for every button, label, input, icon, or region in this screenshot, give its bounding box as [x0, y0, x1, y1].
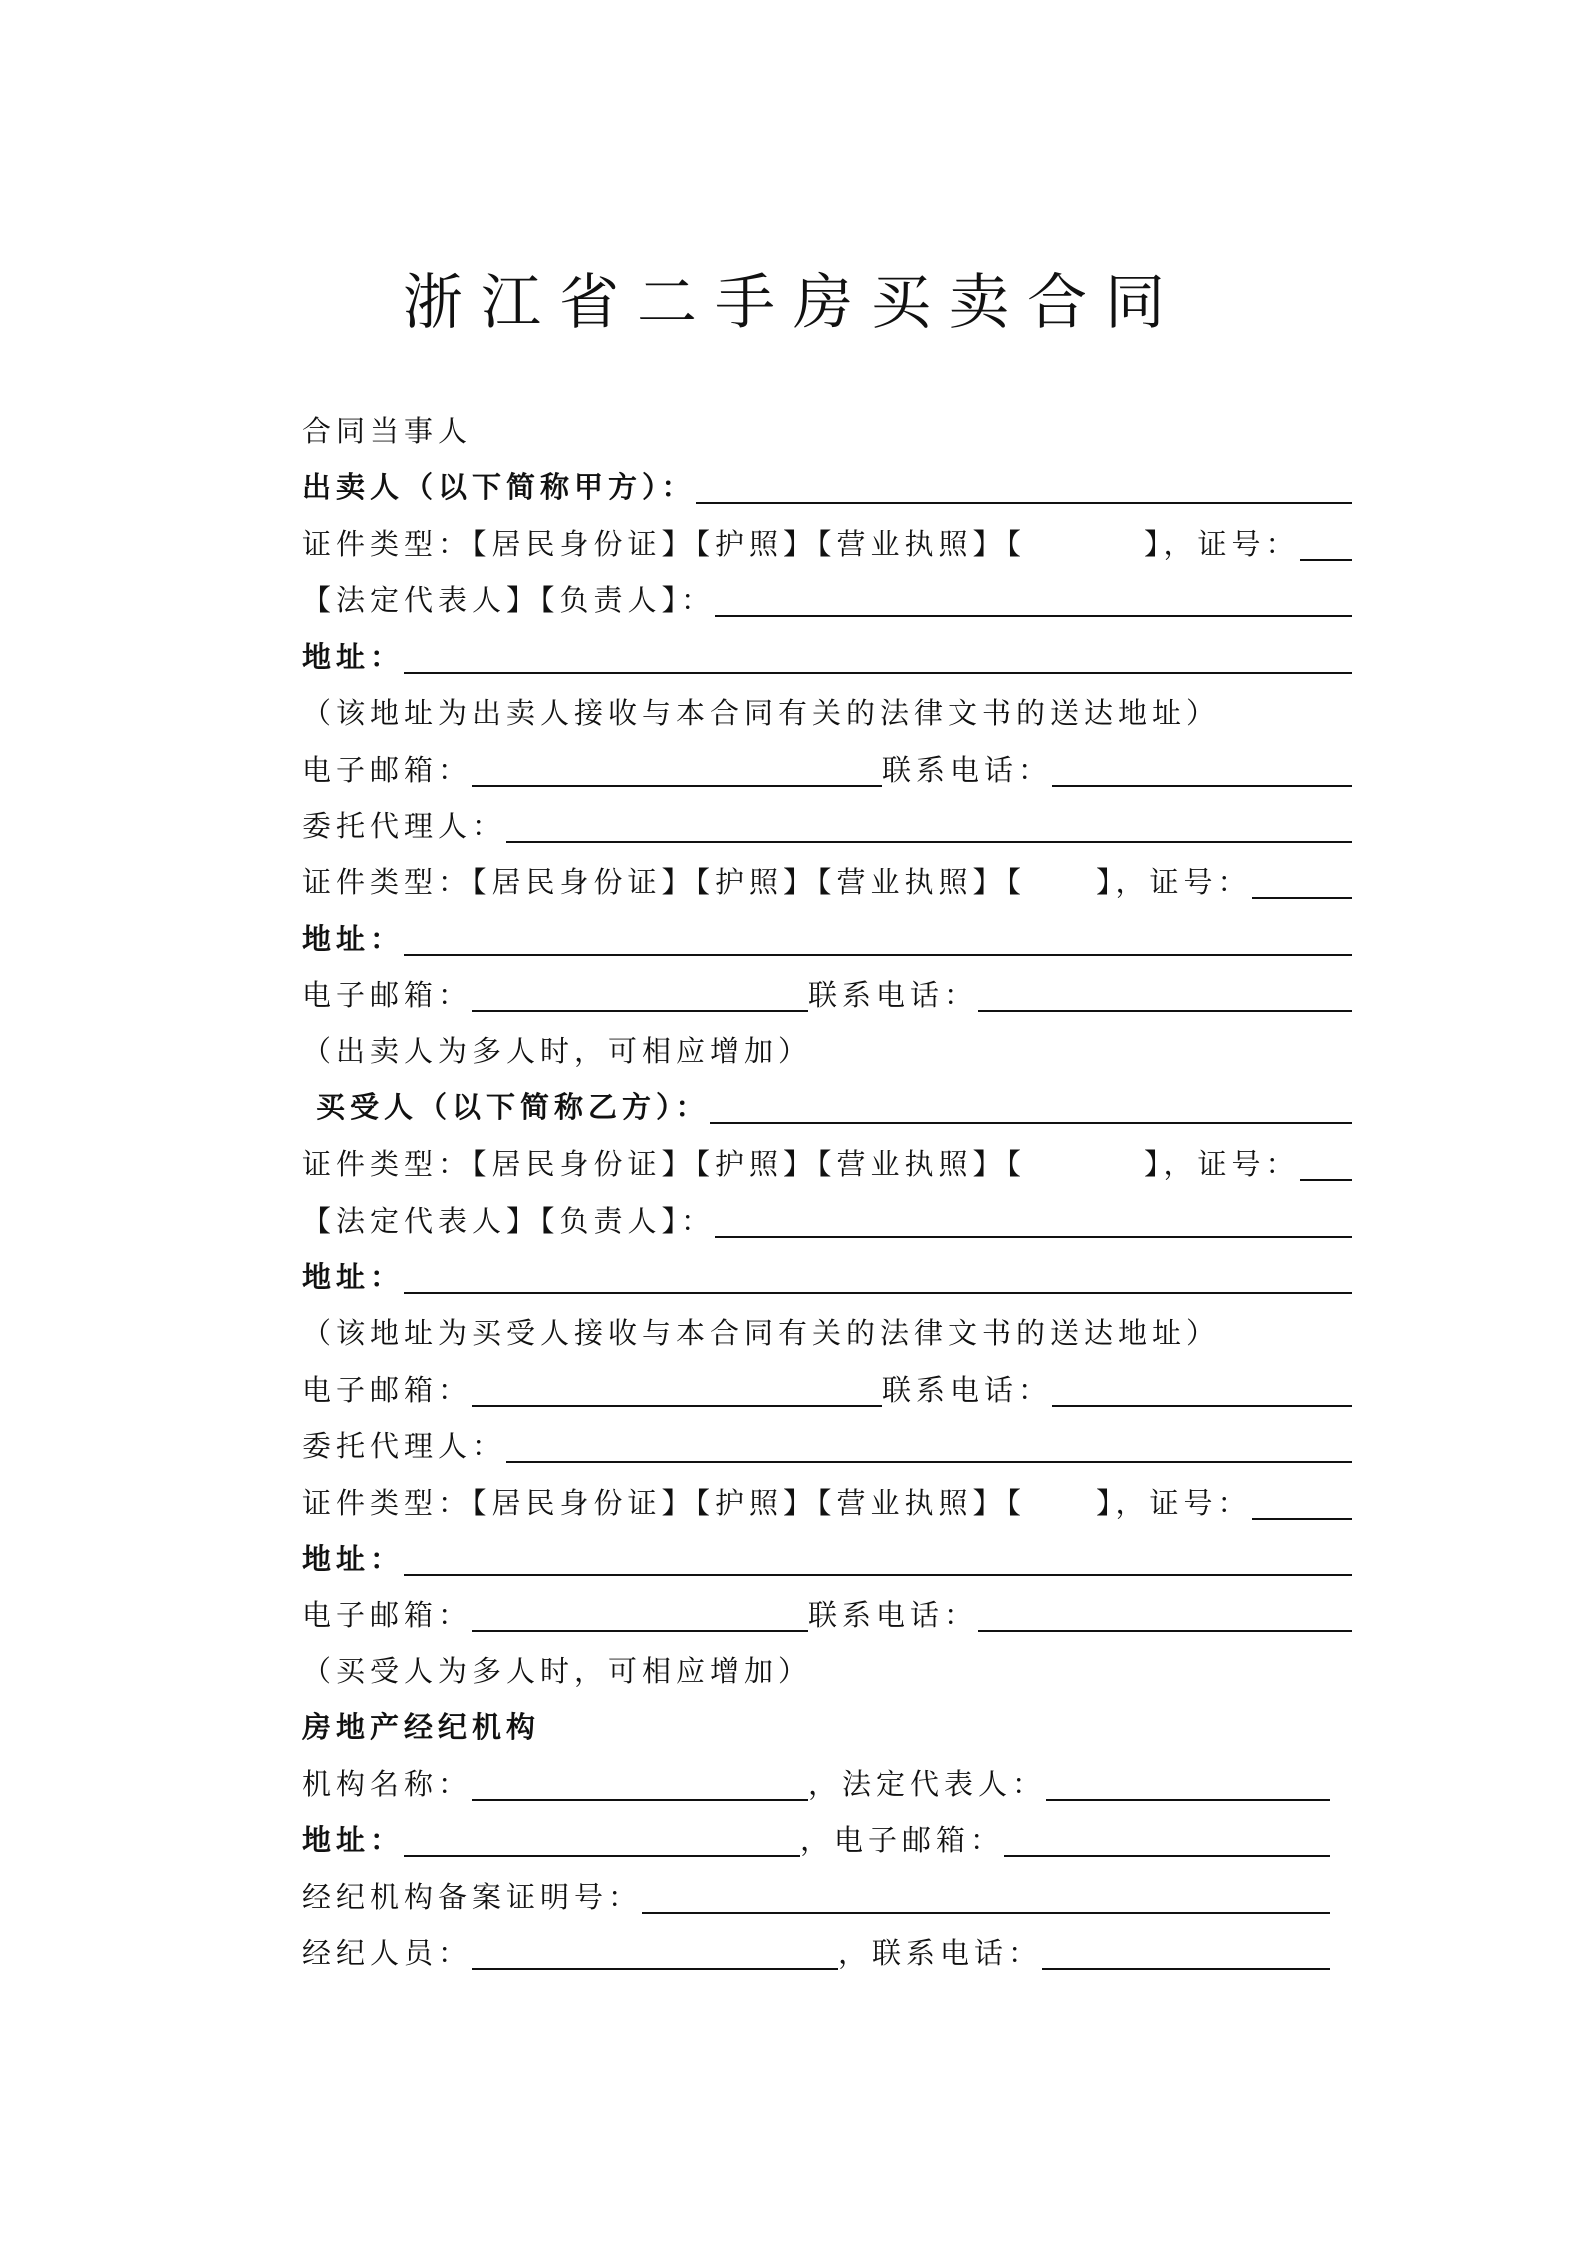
buyer-id-number-label: 】，证号：: [1144, 1147, 1300, 1181]
seller-address-label: 地址：: [302, 640, 405, 674]
buyer-agent-field[interactable]: [506, 1461, 1352, 1463]
seller-id-number-field[interactable]: [1300, 559, 1352, 561]
seller-agent-id-row: [302, 845, 1352, 901]
seller-label: 出卖人（以下简称甲方）：: [302, 470, 696, 504]
seller-rep-label: 【法定代表人】【负责人】：: [302, 583, 716, 617]
document-title: 浙江省二手房买卖合同: [403, 268, 1183, 338]
agency-filing-label: 经纪机构备案证明号：: [302, 1880, 643, 1914]
agency-address-field[interactable]: [404, 1855, 800, 1857]
seller-agent-address-field[interactable]: [404, 954, 1352, 956]
buyer-id-type-label: 证件类型：【居民身份证】【护照】【营业执照】【: [302, 1147, 1027, 1181]
seller-email-field[interactable]: [472, 785, 882, 787]
seller-agent-field[interactable]: [506, 841, 1352, 843]
buyer-agent-id-number-field[interactable]: [1252, 1518, 1352, 1520]
seller-address-note: （该地址为出卖人接收与本合同有关的法律文书的送达地址）: [302, 696, 1221, 730]
buyer-agent-label: 委托代理人：: [302, 1429, 507, 1463]
seller-id-type-label: 证件类型：【居民身份证】【护照】【营业执照】【: [302, 527, 1027, 561]
seller-agent-address-label: 地址：: [302, 922, 405, 956]
agency-legal-rep-field[interactable]: [1046, 1799, 1330, 1801]
seller-agent-id-number-label: 】，证号：: [1096, 865, 1252, 899]
seller-multi-note-row: [302, 1014, 1352, 1070]
seller-id-number-label: 】，证号：: [1144, 527, 1300, 561]
buyer-address-field[interactable]: [404, 1292, 1352, 1294]
seller-contact-row: [302, 733, 1352, 789]
seller-phone-label: 联系电话：: [882, 753, 1053, 787]
buyer-agent-email-label: 电子邮箱：: [302, 1598, 473, 1632]
agency-filing-row: [302, 1860, 1330, 1916]
agency-name-row: [302, 1747, 1330, 1803]
buyer-agent-address-label: 地址：: [302, 1542, 405, 1576]
agency-filing-field[interactable]: [642, 1912, 1330, 1914]
seller-multi-note: （出卖人为多人时，可相应增加）: [302, 1034, 813, 1068]
agency-name-label: 机构名称：: [302, 1767, 473, 1801]
buyer-multi-note-row: [302, 1634, 1352, 1690]
seller-email-label: 电子邮箱：: [302, 753, 473, 787]
agency-heading: 房地产经纪机构: [302, 1710, 541, 1744]
agency-phone-label: ，联系电话：: [838, 1936, 1043, 1970]
seller-agent-label: 委托代理人：: [302, 809, 507, 843]
buyer-agent-contact-row: [302, 1578, 1352, 1634]
buyer-email-field[interactable]: [472, 1405, 882, 1407]
buyer-row: [316, 1070, 1352, 1126]
buyer-agent-phone-field[interactable]: [978, 1630, 1352, 1632]
seller-address-note-row: [302, 676, 1352, 732]
buyer-phone-field[interactable]: [1052, 1405, 1352, 1407]
seller-agent-row: [302, 789, 1352, 845]
seller-address-field[interactable]: [404, 672, 1352, 674]
seller-rep-field[interactable]: [715, 615, 1352, 617]
seller-agent-address-row: [302, 902, 1352, 958]
agency-email-label: ，电子邮箱：: [800, 1823, 1005, 1857]
buyer-rep-field[interactable]: [715, 1236, 1352, 1238]
buyer-agent-address-field[interactable]: [404, 1574, 1352, 1576]
seller-agent-id-number-field[interactable]: [1252, 897, 1352, 899]
parties-heading: 合同当事人: [302, 414, 473, 448]
seller-agent-id-type-label: 证件类型：【居民身份证】【护照】【营业执照】【: [302, 865, 1027, 899]
agency-legal-rep-label: ，法定代表人：: [808, 1767, 1047, 1801]
buyer-address-row: [302, 1240, 1352, 1296]
buyer-phone-label: 联系电话：: [882, 1373, 1053, 1407]
buyer-contact-row: [302, 1353, 1352, 1409]
seller-rep-row: [302, 563, 1352, 619]
agency-phone-field[interactable]: [1042, 1968, 1330, 1970]
agency-broker-field[interactable]: [472, 1968, 838, 1970]
seller-agent-email-label: 电子邮箱：: [302, 978, 473, 1012]
seller-row: [302, 450, 1352, 506]
buyer-address-note: （该地址为买受人接收与本合同有关的法律文书的送达地址）: [302, 1316, 1221, 1350]
buyer-agent-phone-label: 联系电话：: [808, 1598, 979, 1632]
buyer-rep-label: 【法定代表人】【负责人】：: [302, 1204, 716, 1238]
buyer-email-label: 电子邮箱：: [302, 1373, 473, 1407]
agency-broker-label: 经纪人员：: [302, 1936, 473, 1970]
seller-agent-contact-row: [302, 958, 1352, 1014]
buyer-agent-email-field[interactable]: [472, 1630, 808, 1632]
seller-agent-phone-field[interactable]: [978, 1010, 1352, 1012]
agency-address-label: 地址：: [302, 1823, 405, 1857]
buyer-name-field[interactable]: [710, 1122, 1352, 1124]
buyer-address-label: 地址：: [302, 1260, 405, 1294]
buyer-multi-note: （买受人为多人时，可相应增加）: [302, 1654, 813, 1688]
seller-name-field[interactable]: [696, 502, 1352, 504]
seller-agent-email-field[interactable]: [472, 1010, 808, 1012]
buyer-label: 买受人（以下简称乙方）：: [316, 1090, 710, 1124]
buyer-id-number-field[interactable]: [1300, 1179, 1352, 1181]
buyer-agent-row: [302, 1409, 1352, 1465]
seller-address-row: [302, 620, 1352, 676]
agency-broker-row: [302, 1916, 1330, 1972]
seller-phone-field[interactable]: [1052, 785, 1352, 787]
parties-heading-row: [302, 394, 1352, 450]
buyer-agent-id-type-label: 证件类型：【居民身份证】【护照】【营业执照】【: [302, 1486, 1027, 1520]
agency-name-field[interactable]: [472, 1799, 808, 1801]
buyer-agent-address-row: [302, 1522, 1352, 1578]
buyer-address-note-row: [302, 1296, 1352, 1352]
seller-id-row: [302, 507, 1352, 563]
buyer-id-row: [302, 1127, 1352, 1183]
agency-heading-row: [302, 1690, 1352, 1746]
buyer-rep-row: [302, 1184, 1352, 1240]
buyer-agent-id-row: [302, 1466, 1352, 1522]
agency-address-row: [302, 1803, 1330, 1859]
seller-agent-phone-label: 联系电话：: [808, 978, 979, 1012]
buyer-agent-id-number-label: 】，证号：: [1096, 1486, 1252, 1520]
agency-email-field[interactable]: [1004, 1855, 1330, 1857]
